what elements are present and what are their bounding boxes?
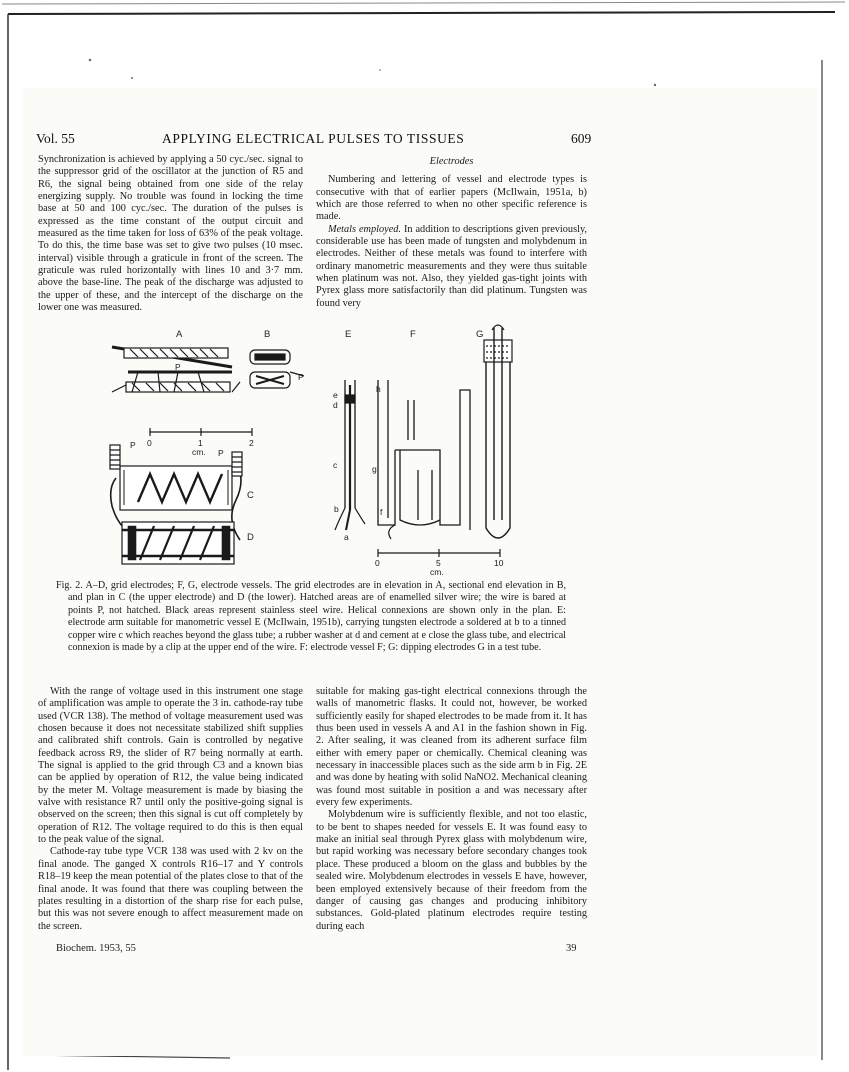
volume-label: Vol. 55	[36, 131, 75, 146]
point-label-p3: P	[130, 440, 136, 450]
point-label-p1: P	[175, 362, 181, 372]
metals-label: Metals employed.	[328, 223, 401, 235]
electrodes-paragraph: Numbering and lettering of vessel and electrode types is consecutive with that of earlier papers (McIlwain, 1951a, b) which are those referred to when no other specific reference is made.	[316, 174, 587, 223]
point-label-p4: P	[218, 448, 224, 458]
part-label-a: a	[344, 532, 349, 542]
page-number: 609	[571, 131, 592, 146]
signature-number: 39	[566, 943, 577, 954]
scale-right-tick-10: 10	[494, 558, 504, 568]
panel-label-b: B	[264, 329, 271, 340]
panel-label-g: G	[476, 329, 484, 340]
scale-left-unit: cm.	[192, 447, 206, 457]
caption-text: Fig. 2. A–D, grid electrodes; F, G, electrode vessels. The grid electrodes are in elevation in A, sectional end elevation in B, and plan in C (the upper electrode) and D (the lower). Hatched areas are of enamelled silver wire; the wire is bared at points P, not hatched. Black areas represent stainless steel wire. Helical connexions are shown only in the plan. E: electrode arm suitable for manometric vessel E (McIlwain, 1951b), carrying tungsten electrode a soldered at b to a tinned copper wire c which reaches beyond the glass tube; a rubber washer at d and cement at e close the glass tube, and electrical connexion is made by a clip at the upper end of the wire. F: electrode vessel F; G: dipping electrodes G in a test tube.	[56, 580, 566, 654]
journal-citation: Biochem. 1953, 55	[56, 943, 136, 954]
part-label-e: e	[333, 390, 338, 400]
molybdenum-paragraph: Molybdenum wire is sufficiently flexible, and not too elastic, to be bent to shapes needed for vessels E. It was found easy to make an initial seal through Pyrex glass with molybdenum wire, but rapid working was necessary before secondary changes took place. These produced a bloom on the glass and bubbles by the sealed wire. Molybdenum electrodes in vessels E have, however, been employed extensively because of their freedom from the danger of causing gas changes and producing inhibitory substances. Gold-plated platinum electrodes require testing during each	[316, 809, 587, 932]
panel-label-d: D	[247, 532, 254, 543]
running-title: APPLYING ELECTRICAL PULSES TO TISSUES	[162, 131, 465, 146]
panel-label-e: E	[345, 329, 352, 340]
tungsten-paragraph: suitable for making gas-tight electrical connexions through the walls of manometric flasks. It could not, however, be worked sufficiently easily for shaped electrodes to be made from it. It has thus been used in vessels A and A1 in the fashion shown in Fig. 2. After sealing, it was cleaned from its adherent surface film either with emery paper or chemically. Chemical cleaning was necessary in inaccessible places such as the side arm b in Fig. 2E and was done by heating with solid NaNO2. Mechanical cleaning was found most suitable in position a and was necessary after every few experiments.	[316, 686, 587, 809]
bottom-left-column	[38, 686, 303, 933]
metals-text: In addition to descriptions given previously, considerable use has been made of tungsten and molybdenum in electrodes. Neither of these metals was found to interfere with ordinary manometric measurements and they were thus suitable when platinum was not. Also, they yielded gas-tight joints with Pyrex glass more satisfactorily than did platinum. Tungsten was found very	[316, 223, 587, 309]
panel-label-f: F	[410, 329, 416, 340]
part-label-d: d	[333, 400, 338, 410]
part-label-f: f	[380, 507, 383, 517]
figure-caption	[56, 580, 566, 654]
sync-paragraph: Synchronization is achieved by applying a 50 cyc./sec. signal to the suppressor grid of the oscillator at the junction of R5 and R6, the signal being obtained from one side of the relay energizing supply. No trouble was found in locking the time base at 50 and 100 cyc./sec. The duration of the pulses is expressed as the time constant of the output circuit and measured as the time taken for loss of 63% of the peak voltage. To do this, the time base was set to give two pulses (10 msec. interval) visible through a graticule in front of the screen. The graticule was ruled horizontally with lines 10 and 3·7 mm. above the base-line. The peak of the discharge was adjusted to the upper of these, and the intercept of the discharge on the lower one was measured.	[38, 154, 303, 314]
panel-label-a: A	[176, 329, 183, 340]
part-label-g: g	[372, 464, 377, 474]
part-label-c: c	[333, 460, 338, 470]
crt-paragraph: Cathode-ray tube type VCR 138 was used with 2 kv on the final anode. The ganged X controls R16–17 and Y controls R18–19 keep the mean potential of the plates close to that of the final anode. It was found that there was coupling between the plates resulting in a distortion of the sharp rise for each pulse, but this was not severe enough to affect measurement made on the screen.	[38, 846, 303, 932]
scale-left-tick-1: 1	[198, 438, 203, 448]
scale-right-tick-5: 5	[436, 558, 441, 568]
scale-right-tick-0: 0	[375, 558, 380, 568]
voltage-paragraph: With the range of voltage used in this instrument one stage of amplification was ample to operate the 3 in. cathode-ray tube used (VCR 138). The method of voltage measurement used was chosen because it does not necessitate stabilized shift supplies and calibrated shift controls. Gain is controlled by negative feedback across R9, the slider of R7 being normally at earth. The signal is applied to the grid through C3 and a known bias can be applied by operation of R12, the value being indicated by the meter M. Voltage measurement is made by biasing the valve with resistance R7 until only the positive-going signal is observed on the screen; then this signal is cut off completely by operation of R12. The voltage required to do this is then equal to the peak value of the signal.	[38, 686, 303, 846]
scale-right-unit: cm.	[430, 567, 444, 577]
part-label-h: h	[376, 384, 381, 394]
scale-left-tick-0: 0	[147, 438, 152, 448]
bottom-right-column	[316, 686, 587, 933]
electrodes-heading: Electrodes	[429, 156, 474, 167]
panel-label-c: C	[247, 490, 254, 501]
part-label-b: b	[334, 504, 339, 514]
point-label-p2: P	[298, 372, 304, 382]
scale-left-tick-2: 2	[249, 438, 254, 448]
